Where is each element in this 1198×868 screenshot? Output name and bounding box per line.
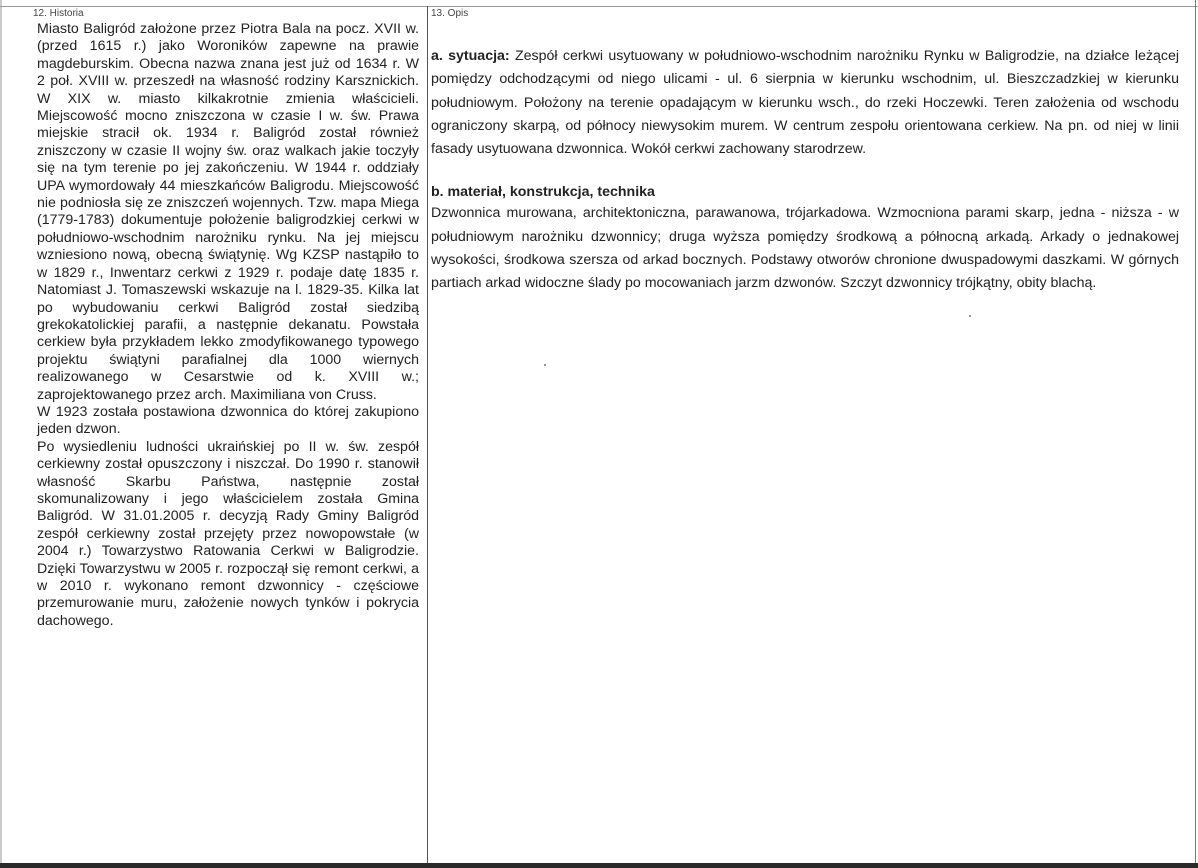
material-section	[431, 182, 1179, 295]
scan-border-right	[1195, 0, 1196, 868]
scan-border-top	[0, 0, 1198, 7]
history-column	[33, 7, 419, 630]
description-column	[431, 7, 1179, 296]
column-divider	[427, 6, 428, 863]
scan-speck	[544, 364, 546, 366]
scan-speck	[969, 315, 971, 317]
history-paragraph: W 1923 została postawiona dzwonnica do której zakupiono jeden dzwon.	[37, 403, 419, 438]
material-heading: b. materiał, konstrukcja, technika	[431, 184, 655, 201]
material-text: Dzwonnica murowana, architektoniczna, parawanowa, trójarkadowa. Wzmocniona parami skarp, jedna - niższa - w południowym narożniku dzwonnicy; druga wyższa pomiędzy środkową a północną arkadą. Arkady o jednakowej wysokości, środkowa szersza od arkad bocznych. Podstawy otworów chronione dwuspadowymi daszkami. W górnych partiach arkad widoczne ślady po mocowaniach jarzm dzwonów. Szczyt dzwonnicy trójkątny, obity blachą.	[431, 205, 1179, 292]
situation-heading: a. sytuacja:	[431, 48, 510, 64]
scan-border-bottom	[0, 863, 1198, 868]
description-label: 13. Opis	[431, 8, 469, 19]
situation-text: Zespół cerkwi usytuowany w południowo-wschodnim narożniku Rynku w Baligrodzie, na działce leżącej pomiędzy odchodzącymi od niego ulicami - ul. 6 sierpnia w kierunku wschodnim, ul. Bieszczadzkiej w kierunku południowym. Położony na terenie opadającym w kierunku wsch., do rzeki Hoczewki. Teren założenia od wschodu ograniczony skarpą, od północy niewysokim murem. W centrum zespołu orientowana cerkiew. Na pn. od niej w linii fasady usytuowana dzwonnica. Wokół cerkwi zachowany starodrzew.	[431, 48, 1179, 158]
history-label: 12. Historia	[33, 8, 84, 19]
situation-section	[431, 45, 1179, 161]
history-paragraph: Po wysiedleniu ludności ukraińskiej po II w. św. zespół cerkiewny został opuszczony i niszczał. Do 1990 r. stanowił własność Skarbu Państwa, następnie został skomunalizowany i jego właścicielem została Gmina Baligród. W 31.01.2005 r. decyzją Rady Gminy Baligród zespół cerkiewny został przejęty przez nowopowstałe (w 2004 r.) Towarzystwo Ratowania Cerkwi w Baligrodzie. Dzięki Towarzystwu w 2005 r. rozpoczął się remont cerkwi, a w 2010 r. wykonano remont dzwonnicy - częściowe przemurowanie muru, założenie nowych tynków i pokrycia dachowego.	[37, 438, 419, 629]
scan-border-left	[0, 0, 2, 868]
history-paragraph: Miasto Baligród założone przez Piotra Bala na pocz. XVII w. (przed 1615 r.) jako Woroników zapewne na prawie magdeburskim. Obecna nazwa znana jest już od 1634 r. W 2 poł. XVIII w. przeszedł na własność rodziny Karsznickich. W XIX w. miasto kilkakrotnie zmienia właścicieli. Miejscowość mocno zniszczona w czasie I w. św. Prawa miejskie stracił ok. 1934 r. Baligród został również zniszczony w czasie II wojny św. oraz walkach jakie toczyły się na tym terenie po jej zakończeniu. W 1944 r. oddziały UPA wymordowały 44 mieszkańców Baligrodu. Miejscowość nie podniosła się ze zniszczeń wojennych. Tzw. mapa Miega (1779-1783) dokumentuje położenie baligrodzkiej cerkwi w południowo-wschodnim narożniku rynku. Na jej miejscu wzniesiono nową, obecną świątynię. Wg KZSP nastąpiło to w 1829 r., Inwentarz cerkwi z 1929 r. podaje datę 1835 r. Natomiast J. Tomaszewski wskazuje na l. 1829-35. Kilka lat po wybudowaniu cerkwi Baligród został siedzibą grekokatolickiej parafii, a następnie dekanatu. Powstała cerkiew była przykładem lekko zmodyfikowanego typowego projektu świątyni parafialnej dla 1000 wiernych realizowanego w Cesarstwie od k. XVIII w.; zaprojektowanego przez arch. Maximiliana von Cruss.	[37, 21, 419, 403]
history-text	[37, 21, 419, 630]
